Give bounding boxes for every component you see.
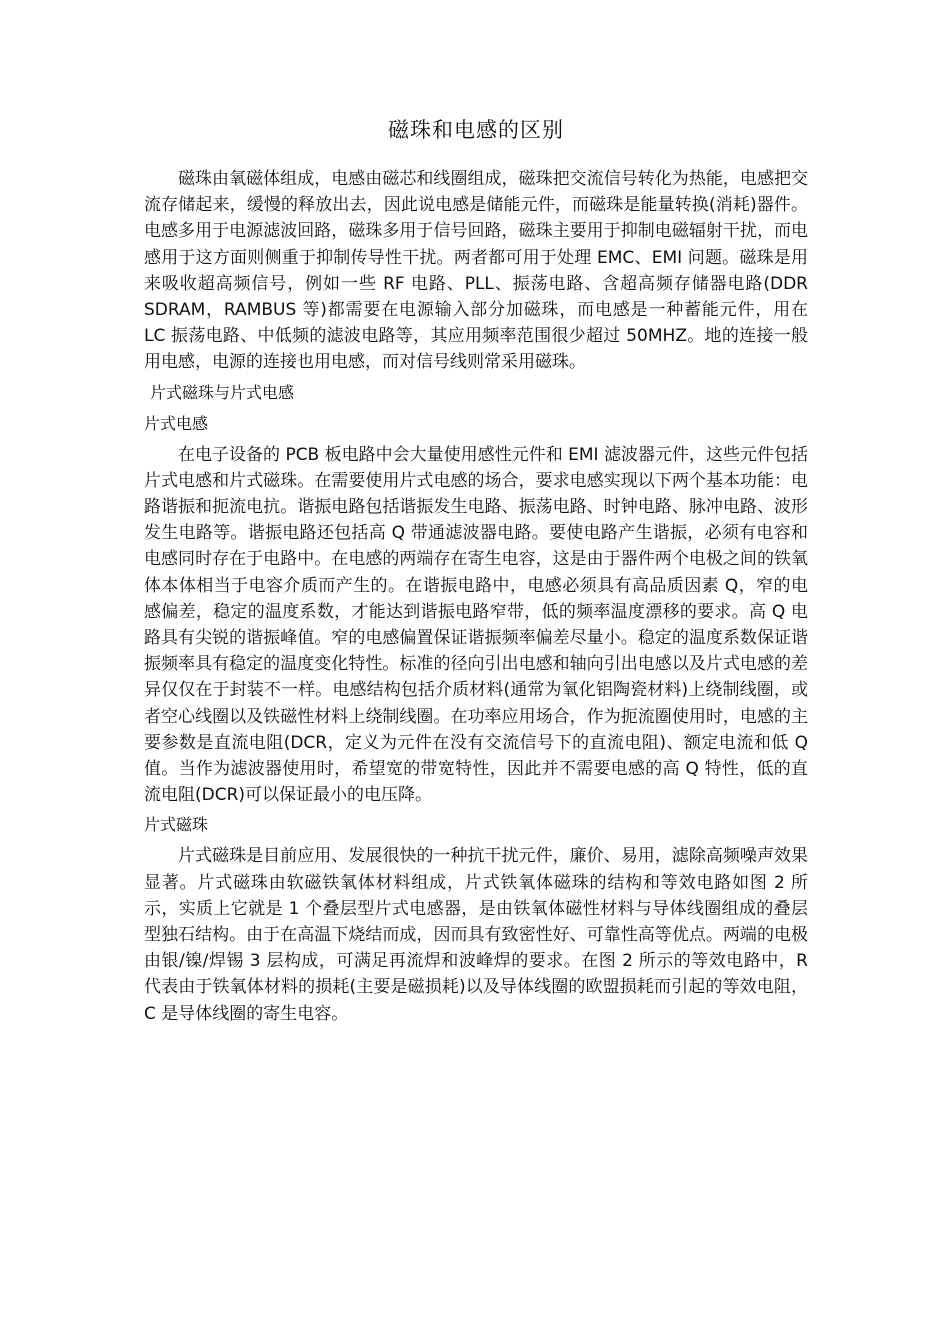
section-heading: 片式磁珠与片式电感 <box>150 382 295 402</box>
inductor-heading: 片式电感 <box>144 413 209 433</box>
bead-heading: 片式磁珠 <box>144 815 209 835</box>
bead-paragraph: 片式磁珠是目前应用、发展很快的一种抗干扰元件，廉价、易用，滤除高频噪声效果显著。片式磁珠由软磁铁氧体材料组成，片式铁氧体磁珠的结构和等效电路如图 2 所示，实质上它就是 1 个叠层型片式电感器，是由铁氧体磁性材料与导体线圈组成的叠层型独石结构。由于在高温下烧结而成，因而具有致密性好、可靠性高等优点。两端的电极由银/镍/焊锡 3 层构成，可满足再流焊和波峰焊的要求。在图 2 所示的等效电路中，R 代表由于铁氧体材料的损耗(主要是磁损耗)以及导体线圈的欧盟损耗而引起的等效电阻，C 是导体线圈的寄生电容。 <box>144 846 808 1024</box>
document-page <box>144 116 808 1027</box>
intro-paragraph: 磁珠由氧磁体组成，电感由磁芯和线圈组成，磁珠把交流信号转化为热能，电感把交流存储起来，缓慢的释放出去，因此说电感是储能元件，而磁珠是能量转换(消耗)器件。电感多用于电源滤波回路，磁珠多用于信号回路，磁珠主要用于抑制电磁辐射干扰，而电感用于这方面则侧重于抑制传导性干扰。两者都可用于处理 EMC、EMI 问题。磁珠是用来吸收超高频信号，例如一些 RF 电路、PLL、振荡电路、含超高频存储器电路(DDR SDRAM，RAMBUS 等)都需要在电源输入部分加磁珠，而电感是一种蓄能元件，用在 LC 振荡电路、中低频的滤波电路等，其应用频率范围很少超过 50MHZ。地的连接一般用电感，电源的连接也用电感，而对信号线则常采用磁珠。 <box>144 169 808 373</box>
document-title: 磁珠和电感的区别 <box>388 118 564 142</box>
inductor-paragraph: 在电子设备的 PCB 板电路中会大量使用感性元件和 EMI 滤波器元件，这些元件包括片式电感和片式磁珠。在需要使用片式电感的场合，要求电感实现以下两个基本功能：电路谐振和扼流电抗。谐振电路包括谐振发生电路、振荡电路、时钟电路、脉冲电路、波形发生电路等。谐振电路还包括高 Q 带通滤波器电路。要使电路产生谐振，必须有电容和电感同时存在于电路中。在电感的两端存在寄生电容，这是由于器件两个电极之间的铁氧体本体相当于电容介质而产生的。在谐振电路中，电感必须具有高品质因素 Q，窄的电感偏差，稳定的温度系数，才能达到谐振电路窄带，低的频率温度漂移的要求。高 Q 电路具有尖锐的谐振峰值。窄的电感偏置保证谐振频率偏差尽量小。稳定的温度系数保证谐振频率具有稳定的温度变化特性。标准的径向引出电感和轴向引出电感以及片式电感的差异仅仅在于封装不一样。电感结构包括介质材料(通常为氧化铝陶瓷材料)上绕制线圈，或者空心线圈以及铁磁性材料上绕制线圈。在功率应用场合，作为扼流圈使用时，电感的主要参数是直流电阻(DCR，定义为元件在没有交流信号下的直流电阻)、额定电流和低 Q 值。当作为滤波器使用时，希望宽的带宽特性，因此并不需要电感的高 Q 特性，低的直流电阻(DCR)可以保证最小的电压降。 <box>144 444 808 806</box>
